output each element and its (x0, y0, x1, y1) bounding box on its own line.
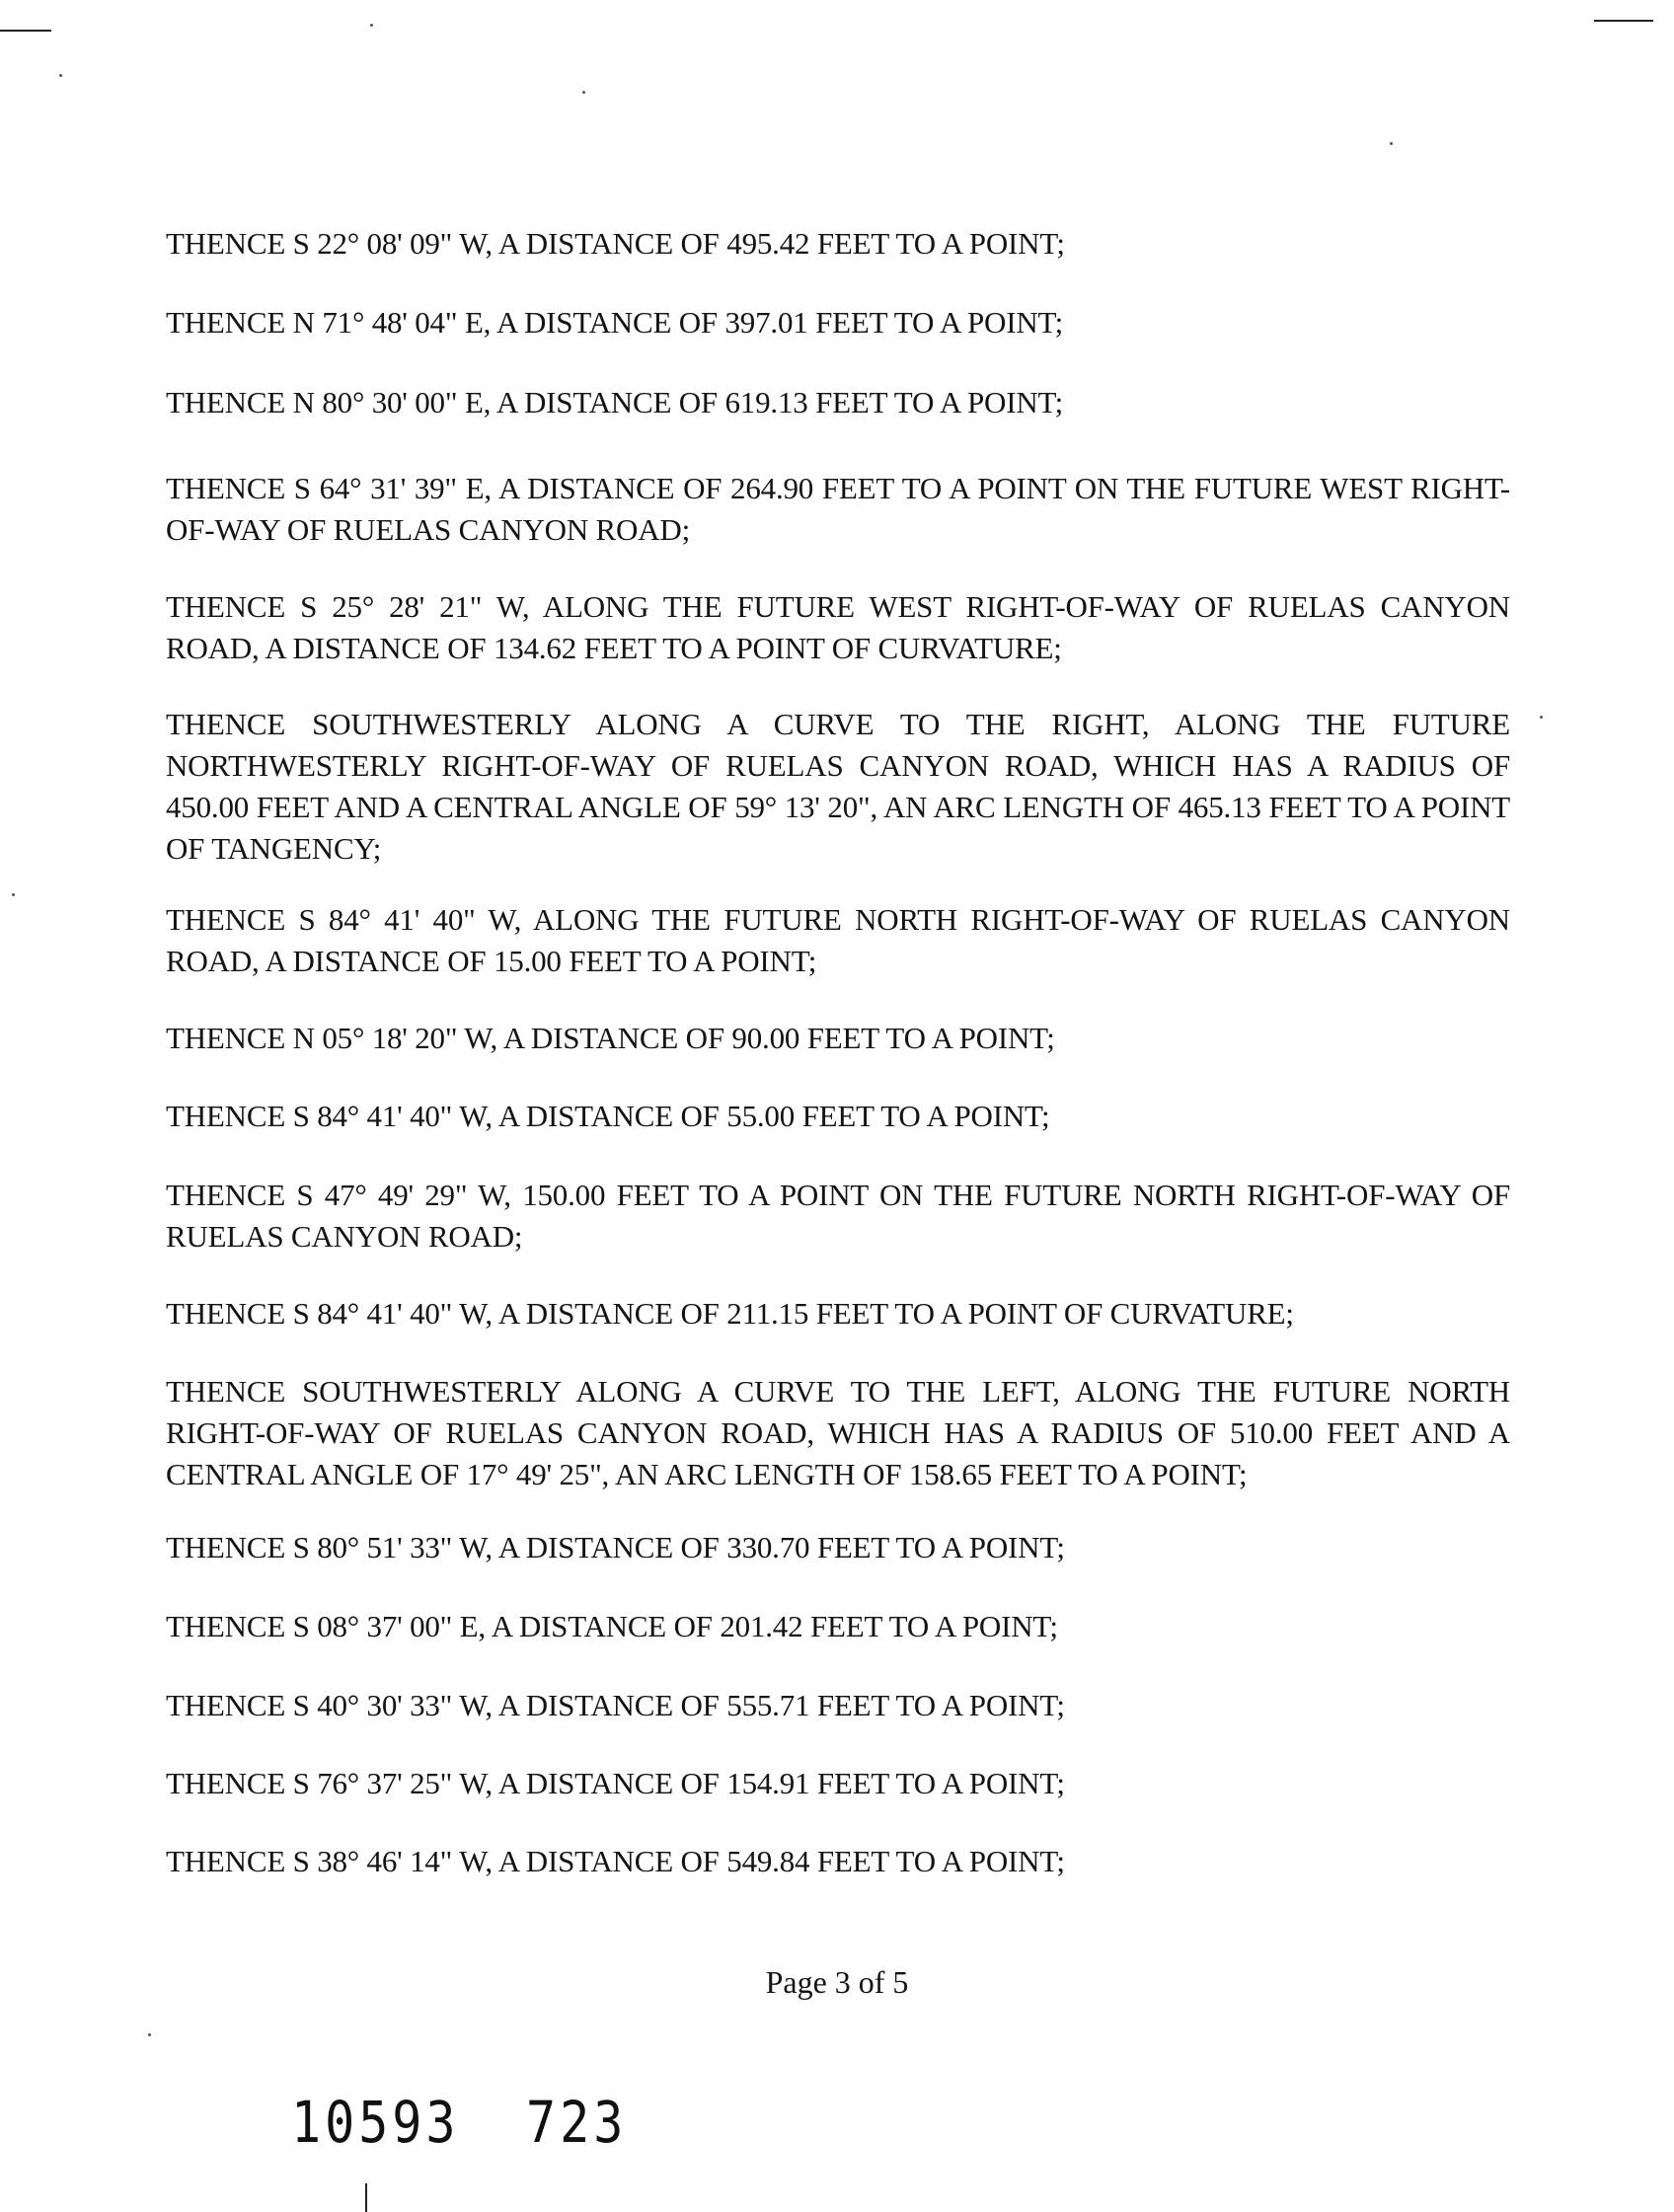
paragraph-14: THENCE S 08° 37' 00" E, A DISTANCE OF 201.42 FEET TO A POINT; (166, 1609, 1058, 1643)
paragraph-8: THENCE N 05° 18' 20" W, A DISTANCE OF 90.00 FEET TO A POINT; (166, 1021, 1055, 1055)
page-number: Page 3 of 5 (765, 1964, 909, 2000)
scan-speck (1540, 716, 1543, 719)
paragraph-13: THENCE S 80° 51' 33" W, A DISTANCE OF 330.70 FEET TO A POINT; (166, 1530, 1065, 1564)
paragraph-11: THENCE S 84° 41' 40" W, A DISTANCE OF 211.15 FEET TO A POINT OF CURVATURE; (166, 1296, 1294, 1331)
paragraph-17: THENCE S 38° 46' 14" W, A DISTANCE OF 549.84 FEET TO A POINT; (166, 1844, 1065, 1878)
scan-speck (1390, 142, 1393, 145)
paragraph-15: THENCE S 40° 30' 33" W, A DISTANCE OF 555.71 FEET TO A POINT; (166, 1688, 1065, 1722)
paragraph-3: THENCE N 80° 30' 00" E, A DISTANCE OF 619.13 FEET TO A POINT; (166, 385, 1063, 420)
paragraph-10: THENCE S 47° 49' 29" W, 150.00 FEET TO A POINT ON THE FUTURE NORTH RIGHT-OF-WAY OF RUELAS CANYON ROAD; (166, 1178, 1510, 1254)
scan-mark-top-right (1594, 20, 1653, 22)
paragraph-7: THENCE S 84° 41' 40" W, ALONG THE FUTURE NORTH RIGHT-OF-WAY OF RUELAS CANYON ROAD, A DISTANCE OF 15.00 FEET TO A POINT; (166, 902, 1510, 978)
scan-speck (59, 74, 62, 77)
scan-mark-bottom (365, 2183, 367, 2212)
paragraph-2: THENCE N 71° 48' 04" E, A DISTANCE OF 397.01 FEET TO A POINT; (166, 305, 1063, 340)
scan-speck (12, 893, 15, 896)
paragraph-5: THENCE S 25° 28' 21" W, ALONG THE FUTURE WEST RIGHT-OF-WAY OF RUELAS CANYON ROAD, A DISTANCE OF 134.62 FEET TO A POINT OF CURVATURE; (166, 589, 1510, 665)
paragraph-16: THENCE S 76° 37' 25" W, A DISTANCE OF 154.91 FEET TO A POINT; (166, 1766, 1065, 1800)
paragraph-9: THENCE S 84° 41' 40" W, A DISTANCE OF 55.00 FEET TO A POINT; (166, 1099, 1050, 1133)
scan-mark-top-left (0, 30, 51, 32)
scan-speck (582, 91, 585, 94)
recording-stamp-page: 723 (526, 2089, 628, 2156)
paragraph-4: THENCE S 64° 31' 39" E, A DISTANCE OF 264.90 FEET TO A POINT ON THE FUTURE WEST RIGHT-OF-WAY OF RUELAS CANYON ROAD; (166, 471, 1510, 547)
scan-speck (148, 2033, 151, 2036)
recording-stamp-book: 10593 (291, 2089, 460, 2156)
paragraph-1: THENCE S 22° 08' 09" W, A DISTANCE OF 495.42 FEET TO A POINT; (166, 226, 1065, 261)
paragraph-6: THENCE SOUTHWESTERLY ALONG A CURVE TO THE RIGHT, ALONG THE FUTURE NORTHWESTERLY RIGHT-OF-WAY OF RUELAS CANYON ROAD, WHICH HAS A RADIUS OF 450.00 FEET AND A CENTRAL ANGLE OF 59° 13' 20", AN ARC LENGTH OF 465.13 FEET TO A POINT OF TANGENCY; (166, 707, 1510, 866)
paragraph-12: THENCE SOUTHWESTERLY ALONG A CURVE TO THE LEFT, ALONG THE FUTURE NORTH RIGHT-OF-WAY OF RUELAS CANYON ROAD, WHICH HAS A RADIUS OF 510.00 FEET AND A CENTRAL ANGLE OF 17° 49' 25", AN ARC LENGTH OF 158.65 FEET TO A POINT; (166, 1374, 1510, 1491)
scan-speck (370, 24, 373, 27)
